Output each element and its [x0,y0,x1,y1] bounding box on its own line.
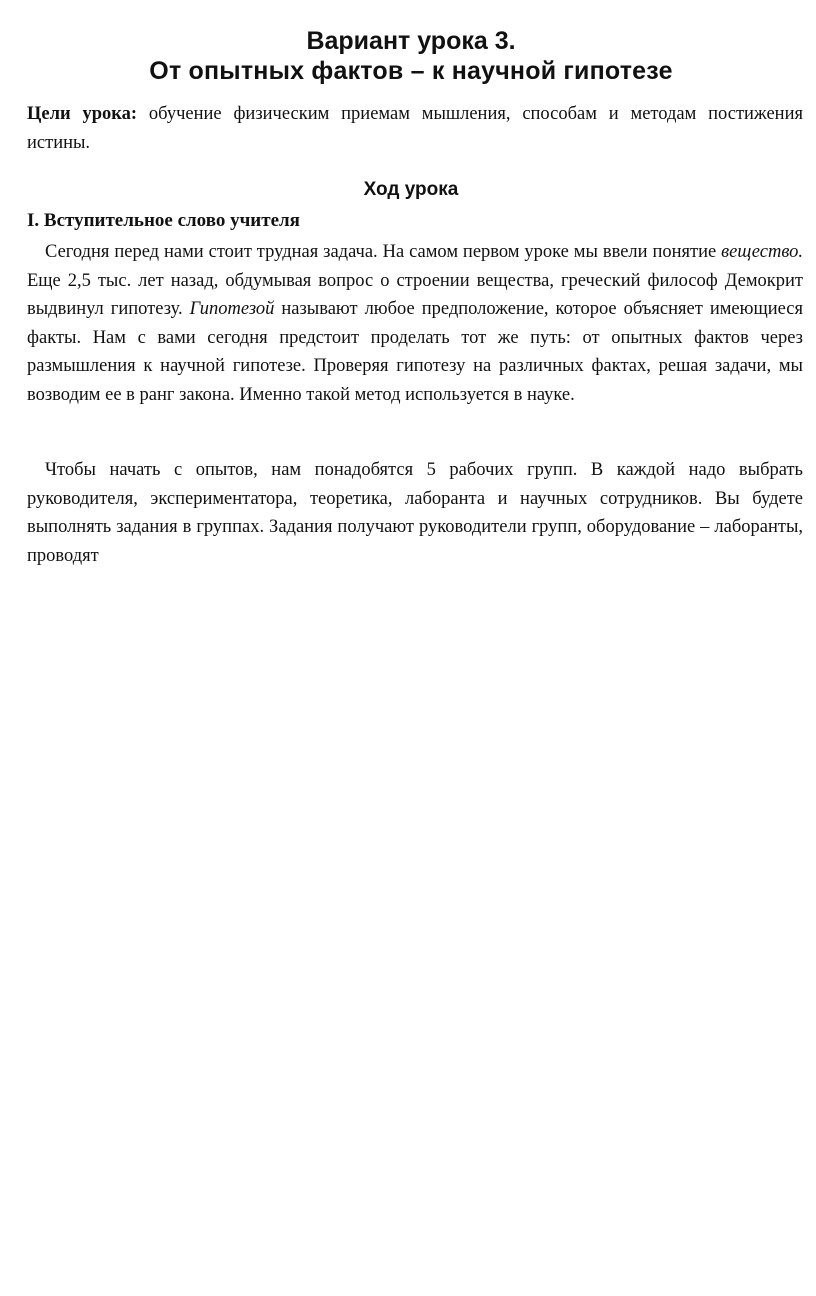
goals-label: Цели урока: [27,104,138,124]
paragraph-intro [27,238,803,410]
paragraph-intro-part3: называют любое предположение, которое объясняет имеющиеся факты. Нам с вами сегодня предстоит проделать тот же путь: от опытных фактов через размышления к научной гипотезе. Проверяя гипотезу на различных фактах, решая задачи, мы возводим ее в ранг закона. Именно такой метод используется в науке. [27,299,803,405]
lesson-goals [27,100,803,158]
goals-text: обучение физическим приемам мышления, способам и методам постижения истины. [27,104,803,153]
sub-heading: I. Вступительное слово учителя [27,210,300,231]
term-substance: вещество. [721,242,803,262]
paragraph-intro-part2: Еще 2,5 тыс. лет назад, обдумывая вопрос о строении вещества, греческий философ Демокрит выдвинул гипотезу. [27,270,803,320]
term-hypothesis: Гипотезой [189,299,275,320]
lesson-title [0,26,816,86]
paragraph-groups: Чтобы начать с опытов, нам понадобятся 5 рабочих групп. В каждой надо выбрать руководителя, экспериментатора, теоретика, лаборанта и научных сотрудников. Вы будете выполнять задания в группах. Задания получают руководители групп, оборудование – лаборанты, проводят [27,460,803,566]
paragraph-intro-part1: Сегодня перед нами стоит трудная задача. На самом первом уроке мы ввели понятие [45,242,722,262]
title-line-topic: От опытных фактов – к научной гипотезе [149,57,673,85]
title-line-variant: Вариант урока 3. [306,27,516,55]
section-heading: Ход урока [363,179,459,200]
